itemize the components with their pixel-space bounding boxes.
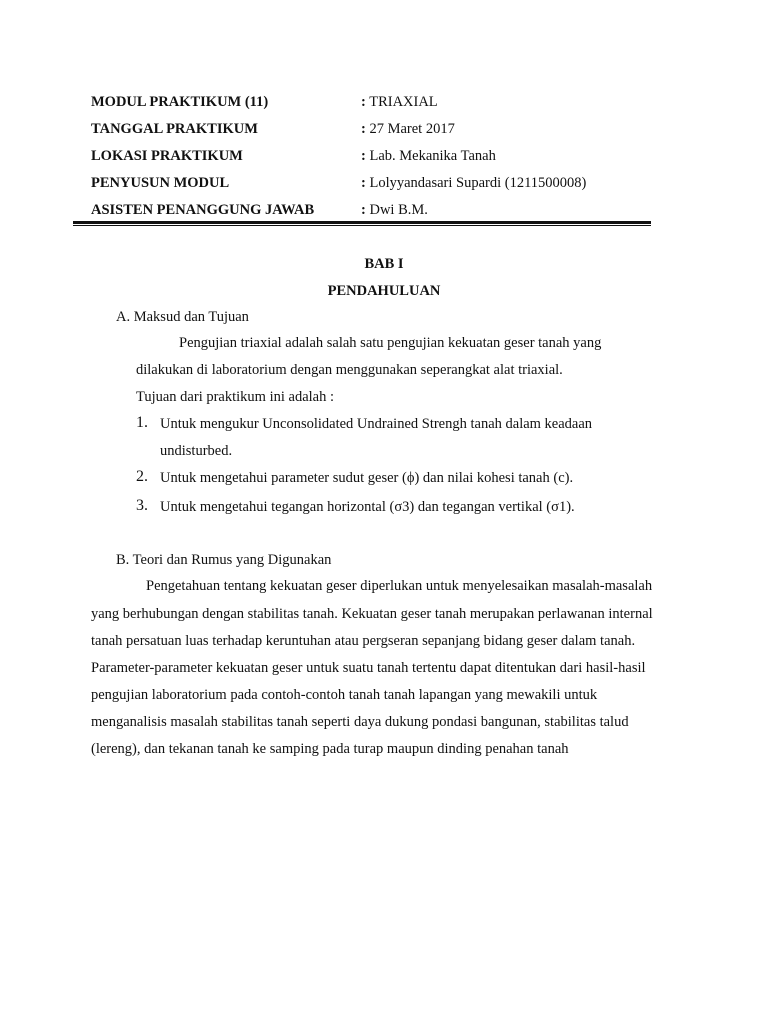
list-item-number: 1. (136, 414, 148, 431)
header-colon: : (361, 148, 366, 164)
header-value-modul (361, 93, 438, 111)
chapter-number: BAB I (364, 256, 404, 272)
section-b-heading: B. Teori dan Rumus yang Digunakan (116, 552, 332, 568)
header-value-text: 27 Maret 2017 (365, 121, 455, 137)
paragraph-line: Pengetahuan tentang kekuatan geser diperlukan untuk menyelesaikan masalah-masalah (146, 578, 653, 594)
header-label-asisten: ASISTEN PENANGGUNG JAWAB (91, 202, 315, 218)
header-colon: : (361, 94, 366, 110)
header-value-lokasi (361, 147, 496, 165)
header-value-text: Lab. Mekanika Tanah (365, 148, 496, 164)
list-item-number: 2. (136, 468, 148, 485)
paragraph-line: (lereng), dan tekanan tanah ke samping pada turap maupun dinding penahan tanah (91, 741, 569, 757)
header-value-penyusun (361, 174, 586, 192)
header-value-text: Dwi B.M. (365, 202, 428, 218)
paragraph-line: Parameter-parameter kekuatan geser untuk suatu tanah tertentu dapat ditentukan dari hasil-hasil (91, 660, 646, 676)
section-a-purpose-intro: Tujuan dari praktikum ini adalah : (136, 389, 335, 405)
header-colon: : (361, 121, 366, 137)
section-a-intro-line2: dilakukan di laboratorium dengan menggunakan seperangkat alat triaxial. (136, 362, 563, 378)
chapter-title: PENDAHULUAN (327, 283, 441, 299)
list-item-text: Untuk mengetahui tegangan horizontal (σ3) dan tegangan vertikal (σ1). (160, 499, 575, 515)
paragraph-line: menganalisis masalah stabilitas tanah seperti daya dukung pondasi bangunan, stabilitas talud (91, 714, 629, 730)
list-item-text-continued: undisturbed. (160, 443, 233, 459)
header-value-text: TRIAXIAL (365, 94, 438, 110)
header-colon: : (361, 175, 366, 191)
paragraph-line: pengujian laboratorium pada contoh-contoh tanah tanah lapangan yang mewakili untuk (91, 687, 598, 703)
section-a-heading: A. Maksud dan Tujuan (116, 309, 249, 325)
header-label-tanggal: TANGGAL PRAKTIKUM (91, 121, 258, 137)
header-divider-thick (73, 221, 651, 224)
paragraph-line: tanah persatuan luas terhadap keruntuhan atau pergseran sepanjang bidang geser dalam tanah. (91, 633, 636, 649)
header-colon: : (361, 202, 366, 218)
header-label-penyusun: PENYUSUN MODUL (91, 175, 230, 191)
list-item-text: Untuk mengukur Unconsolidated Undrained Strengh tanah dalam keadaan (160, 416, 593, 432)
list-item-text: Untuk mengetahui parameter sudut geser (ϕ) dan nilai kohesi tanah (c). (160, 470, 574, 486)
header-divider-thin (73, 225, 651, 226)
list-item-number: 3. (136, 497, 148, 514)
header-value-tanggal (361, 120, 455, 138)
header-label-lokasi: LOKASI PRAKTIKUM (91, 148, 243, 164)
header-value-text: Lolyyandasari Supardi (1211500008) (365, 175, 587, 191)
paragraph-line: yang berhubungan dengan stabilitas tanah. Kekuatan geser tanah merupakan perlawanan internal (91, 606, 653, 622)
header-label-modul: MODUL PRAKTIKUM (11) (91, 94, 269, 110)
header-value-asisten (361, 201, 428, 219)
section-a-intro-line1: Pengujian triaxial adalah salah satu pengujian kekuatan geser tanah yang (179, 335, 602, 351)
